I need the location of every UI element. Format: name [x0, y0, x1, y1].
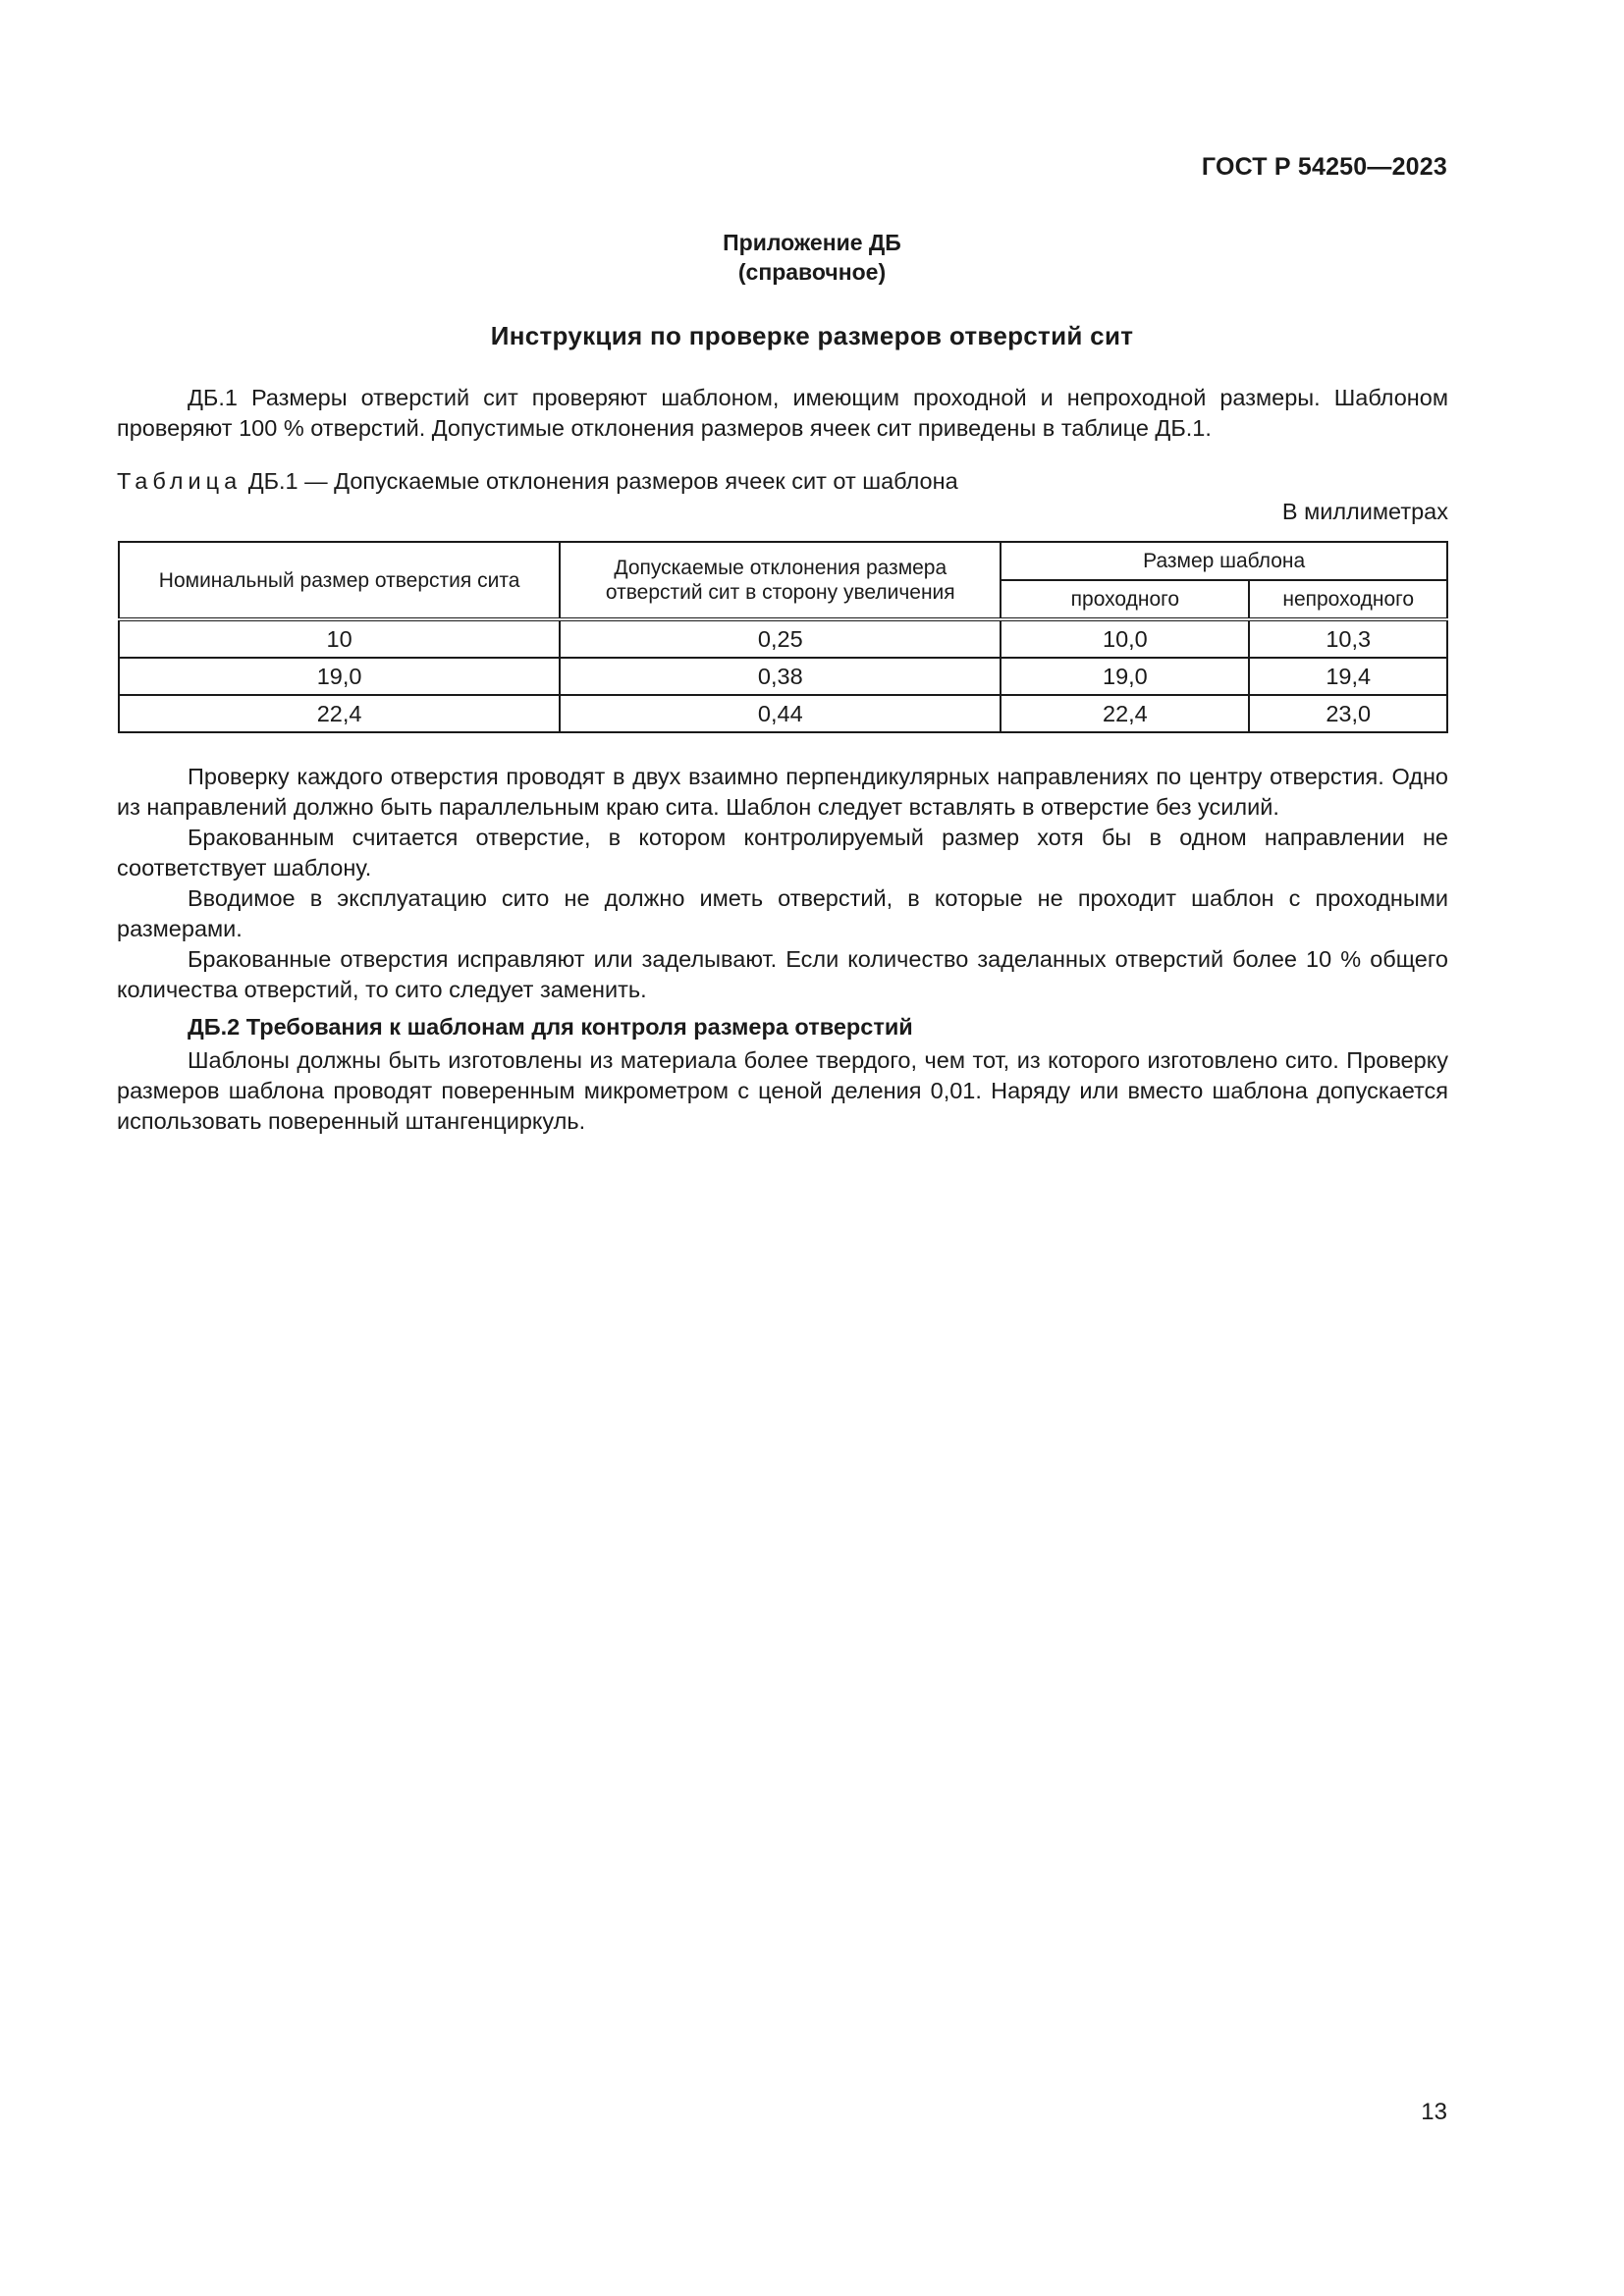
table-units: В миллиметрах — [1281, 499, 1448, 524]
cell-nominal: 19,0 — [119, 658, 560, 695]
table-row — [119, 695, 1447, 732]
cell-deviation: 0,44 — [560, 695, 1001, 732]
section2-heading: ДБ.2 Требования к шаблонам для контроля размера отверстий — [188, 1014, 913, 1040]
cell-no-pass: 23,0 — [1249, 695, 1447, 732]
paragraph: Проверку каждого отверстия проводят в двух взаимно перпендикулярных направлениях по центру отверстия. Одно из направлений должно быть параллельным краю сита. Шаблон следует вставлять в отверстие без усилий. — [117, 764, 1448, 820]
table-caption — [117, 468, 958, 495]
cell-pass: 10,0 — [1001, 619, 1249, 658]
cell-no-pass: 10,3 — [1249, 619, 1447, 658]
header-nominal: Номинальный размер отверстия сита — [119, 542, 560, 619]
cell-pass: 19,0 — [1001, 658, 1249, 695]
header-template-size: Размер шаблона — [1001, 542, 1447, 580]
cell-pass: 22,4 — [1001, 695, 1249, 732]
appendix-kind: (справочное) — [737, 259, 887, 285]
table-row — [119, 658, 1447, 695]
section-title: Инструкция по проверке размеров отверстий сит — [490, 321, 1134, 350]
cell-nominal: 22,4 — [119, 695, 560, 732]
intro-paragraph: ДБ.1 Размеры отверстий сит проверяют шаблоном, имеющим проходной и непроходной размеры. Шаблоном проверяют 100 % отверстий. Допустимые отклонения размеров ячеек сит приведены в таблице ДБ.1. — [117, 385, 1448, 441]
appendix-heading — [0, 228, 1624, 287]
paragraph: Бракованным считается отверстие, в котором контролируемый размер хотя бы в одном направлении не соответствует шаблону. — [117, 825, 1448, 881]
body-text — [117, 762, 1448, 1137]
table-row — [119, 619, 1447, 658]
paragraph: Бракованные отверстия исправляют или заделывают. Если количество заделанных отверстий более 10 % общего количества отверстий, то сито следует заменить. — [117, 946, 1448, 1002]
cell-deviation: 0,25 — [560, 619, 1001, 658]
section2-paragraph: Шаблоны должны быть изготовлены из материала более твердого, чем тот, из которого изготовлено сито. Проверку размеров шаблона проводят поверенным микрометром с ценой деления 0,01. Наряду или вместо шаблона допускается использовать поверенный штангенциркуль. — [117, 1047, 1448, 1134]
header-no-pass: непроходного — [1249, 580, 1447, 619]
document-code: ГОСТ Р 54250—2023 — [1201, 153, 1447, 181]
paragraph: Вводимое в эксплуатацию сито не должно иметь отверстий, в которые не проходит шаблон с проходными размерами. — [117, 885, 1448, 941]
intro-block — [117, 383, 1448, 444]
appendix-title: Приложение ДБ — [723, 230, 901, 255]
deviation-table — [118, 541, 1448, 733]
header-pass: проходного — [1001, 580, 1249, 619]
header-deviation: Допускаемые отклонения размера отверстий сит в сторону увеличения — [560, 542, 1001, 619]
cell-no-pass: 19,4 — [1249, 658, 1447, 695]
cell-deviation: 0,38 — [560, 658, 1001, 695]
table-caption-label: Таблица — [117, 468, 243, 494]
cell-nominal: 10 — [119, 619, 560, 658]
table-caption-text: ДБ.1 — Допускаемые отклонения размеров ячеек сит от шаблона — [247, 468, 958, 494]
page-number: 13 — [1421, 2099, 1447, 2125]
